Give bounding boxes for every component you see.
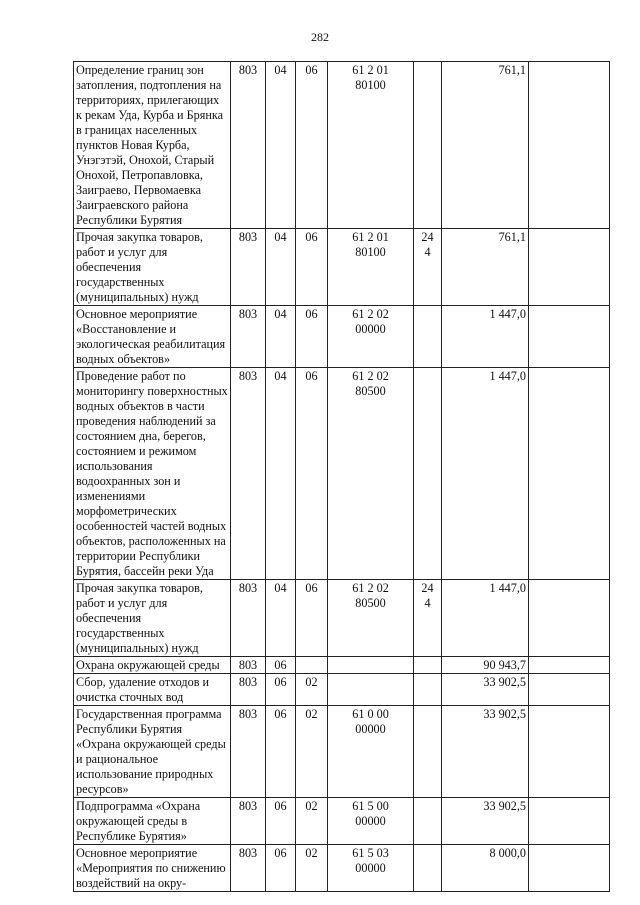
subsection-code-cell: 02 bbox=[296, 674, 328, 706]
expense-type-cell-line: 4 bbox=[424, 245, 431, 259]
expense-type-cell bbox=[414, 845, 442, 892]
target-article-cell-line: 00000 bbox=[355, 722, 386, 736]
section-code-cell: 06 bbox=[266, 798, 296, 845]
page-number: 282 bbox=[311, 30, 329, 44]
target-article-cell-line: 00000 bbox=[355, 861, 386, 875]
subsection-code-cell: 06 bbox=[296, 306, 328, 368]
expense-type-cell bbox=[414, 580, 442, 657]
target-article-cell-line: 80100 bbox=[355, 78, 386, 92]
target-article-cell bbox=[328, 229, 414, 306]
target-article-cell-line: 61 5 03 bbox=[352, 846, 389, 860]
item-name-cell: Прочая закупка товаров, работ и услуг для обеспечения государственных (муниципальных) нужд bbox=[74, 580, 231, 657]
ministry-code-cell: 803 bbox=[231, 306, 266, 368]
expense-type-cell bbox=[414, 657, 442, 674]
expense-type-cell bbox=[414, 229, 442, 306]
ministry-code-cell: 803 bbox=[231, 368, 266, 580]
table-row bbox=[74, 580, 610, 657]
extra-column-cell bbox=[529, 580, 610, 657]
ministry-code-cell: 803 bbox=[231, 62, 266, 229]
item-name-cell: Определение границ зон затопления, подтопления на территориях, прилегающих к рекам Уда, Курба и Брянка в границах населенных пунктов Новая Курба, Унэгэтэй, Онохой, Старый Онохой, Петропавловка, Заиграево, Первомаевка Заиграевского района Республики Бурятия bbox=[74, 62, 231, 229]
extra-column-cell bbox=[529, 62, 610, 229]
item-name-cell: Охрана окружающей среды bbox=[74, 657, 231, 674]
expense-type-cell-line: 24 bbox=[421, 581, 434, 595]
expense-type-cell bbox=[414, 306, 442, 368]
section-code-cell: 04 bbox=[266, 580, 296, 657]
target-article-cell-line: 61 2 02 bbox=[352, 581, 389, 595]
table-row bbox=[74, 229, 610, 306]
expense-type-cell-line: 4 bbox=[424, 596, 431, 610]
amount-cell: 1 447,0 bbox=[442, 580, 529, 657]
subsection-code-cell: 06 bbox=[296, 580, 328, 657]
table-row bbox=[74, 657, 610, 674]
item-name-cell: Подпрограмма «Охрана окружающей среды в Республике Бурятия» bbox=[74, 798, 231, 845]
section-code-cell: 04 bbox=[266, 229, 296, 306]
target-article-cell-line: 61 0 00 bbox=[352, 707, 389, 721]
section-code-cell: 06 bbox=[266, 706, 296, 798]
ministry-code-cell: 803 bbox=[231, 229, 266, 306]
ministry-code-cell: 803 bbox=[231, 845, 266, 892]
expense-type-cell-line: 24 bbox=[421, 230, 434, 244]
amount-cell: 1 447,0 bbox=[442, 368, 529, 580]
ministry-code-cell: 803 bbox=[231, 657, 266, 674]
target-article-cell bbox=[328, 657, 414, 674]
table-row bbox=[74, 845, 610, 892]
subsection-code-cell: 02 bbox=[296, 706, 328, 798]
extra-column-cell bbox=[529, 229, 610, 306]
expense-type-cell bbox=[414, 368, 442, 580]
target-article-cell-line: 61 2 01 bbox=[352, 230, 389, 244]
extra-column-cell bbox=[529, 306, 610, 368]
section-code-cell: 06 bbox=[266, 845, 296, 892]
expense-type-cell bbox=[414, 798, 442, 845]
amount-cell: 90 943,7 bbox=[442, 657, 529, 674]
target-article-cell-line: 61 5 00 bbox=[352, 799, 389, 813]
table-row bbox=[74, 706, 610, 798]
target-article-cell bbox=[328, 306, 414, 368]
table-row bbox=[74, 368, 610, 580]
target-article-cell-line: 80100 bbox=[355, 245, 386, 259]
target-article-cell-line: 61 2 01 bbox=[352, 63, 389, 77]
target-article-cell bbox=[328, 580, 414, 657]
ministry-code-cell: 803 bbox=[231, 580, 266, 657]
amount-cell: 1 447,0 bbox=[442, 306, 529, 368]
section-code-cell: 06 bbox=[266, 674, 296, 706]
extra-column-cell bbox=[529, 845, 610, 892]
item-name-cell: Прочая закупка товаров, работ и услуг для обеспечения государственных (муниципальных) нужд bbox=[74, 229, 231, 306]
subsection-code-cell: 06 bbox=[296, 62, 328, 229]
item-name-cell: Основное мероприятие «Восстановление и экологическая реабилитация водных объектов» bbox=[74, 306, 231, 368]
target-article-cell-line: 00000 bbox=[355, 814, 386, 828]
subsection-code-cell: 06 bbox=[296, 229, 328, 306]
target-article-cell bbox=[328, 798, 414, 845]
target-article-cell bbox=[328, 62, 414, 229]
budget-table bbox=[73, 61, 610, 892]
target-article-cell bbox=[328, 845, 414, 892]
target-article-cell bbox=[328, 674, 414, 706]
amount-cell: 33 902,5 bbox=[442, 674, 529, 706]
extra-column-cell bbox=[529, 706, 610, 798]
amount-cell: 761,1 bbox=[442, 62, 529, 229]
expense-type-cell bbox=[414, 674, 442, 706]
table-body bbox=[74, 62, 610, 892]
table-row bbox=[74, 306, 610, 368]
target-article-cell bbox=[328, 706, 414, 798]
item-name-cell: Проведение работ по мониторингу поверхностных водных объектов в части проведения наблюдений за состоянием дна, берегов, состоянием и режимом использования водоохранных зон и изменениями морфометрических особенностей частей водных объектов, расположенных на территории Республики Бурятия, бассейн реки Уда bbox=[74, 368, 231, 580]
subsection-code-cell: 02 bbox=[296, 798, 328, 845]
expense-type-cell bbox=[414, 706, 442, 798]
target-article-cell bbox=[328, 368, 414, 580]
amount-cell: 33 902,5 bbox=[442, 798, 529, 845]
section-code-cell: 04 bbox=[266, 306, 296, 368]
item-name-cell: Сбор, удаление отходов и очистка сточных вод bbox=[74, 674, 231, 706]
amount-cell: 761,1 bbox=[442, 229, 529, 306]
table-row bbox=[74, 62, 610, 229]
table-row bbox=[74, 674, 610, 706]
ministry-code-cell: 803 bbox=[231, 798, 266, 845]
target-article-cell-line: 80500 bbox=[355, 384, 386, 398]
subsection-code-cell: 06 bbox=[296, 368, 328, 580]
target-article-cell-line: 80500 bbox=[355, 596, 386, 610]
section-code-cell: 06 bbox=[266, 657, 296, 674]
section-code-cell: 04 bbox=[266, 368, 296, 580]
extra-column-cell bbox=[529, 657, 610, 674]
extra-column-cell bbox=[529, 674, 610, 706]
item-name-cell: Основное мероприятие «Мероприятия по снижению воздействий на окру- bbox=[74, 845, 231, 892]
section-code-cell: 04 bbox=[266, 62, 296, 229]
ministry-code-cell: 803 bbox=[231, 674, 266, 706]
table-row bbox=[74, 798, 610, 845]
amount-cell: 33 902,5 bbox=[442, 706, 529, 798]
target-article-cell-line: 61 2 02 bbox=[352, 369, 389, 383]
item-name-cell: Государственная программа Республики Бурятия «Охрана окружающей среды и рациональное использование природных ресурсов» bbox=[74, 706, 231, 798]
ministry-code-cell: 803 bbox=[231, 706, 266, 798]
target-article-cell-line: 61 2 02 bbox=[352, 307, 389, 321]
subsection-code-cell: 02 bbox=[296, 845, 328, 892]
target-article-cell-line: 00000 bbox=[355, 322, 386, 336]
expense-type-cell bbox=[414, 62, 442, 229]
extra-column-cell bbox=[529, 368, 610, 580]
extra-column-cell bbox=[529, 798, 610, 845]
amount-cell: 8 000,0 bbox=[442, 845, 529, 892]
subsection-code-cell bbox=[296, 657, 328, 674]
